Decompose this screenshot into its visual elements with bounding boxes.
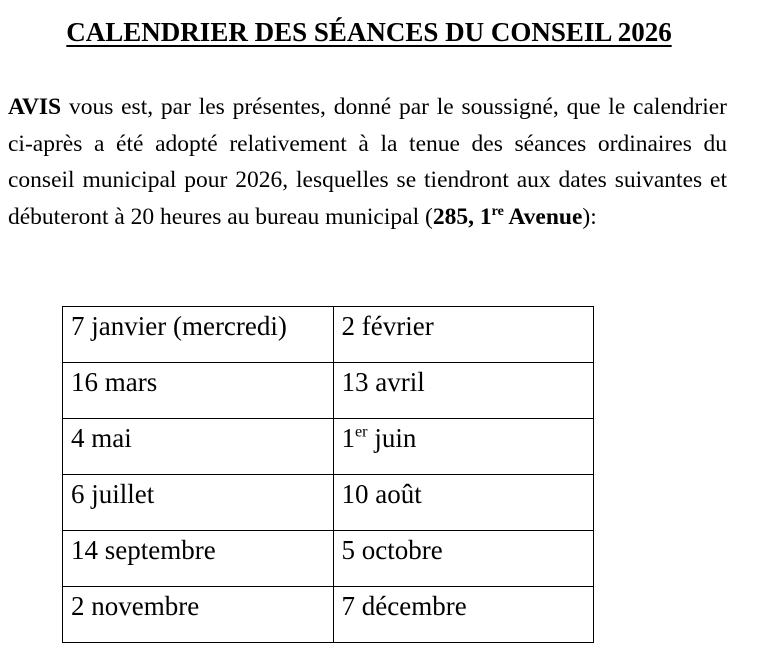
meeting-date: 6 juillet [71, 479, 155, 509]
meeting-date-cell [333, 363, 594, 419]
meeting-date-cell [333, 419, 594, 475]
meeting-date-cell [63, 307, 334, 363]
meeting-date-cell [333, 531, 594, 587]
table-row [63, 419, 594, 475]
meeting-date-cell [63, 531, 334, 587]
table-row [63, 531, 594, 587]
meeting-date: 2 novembre [71, 591, 200, 621]
meeting-date-cell [333, 587, 594, 643]
meeting-date: 7 décembre [341, 591, 467, 621]
table-row [63, 307, 594, 363]
table-row [63, 587, 594, 643]
notice-body: vous est, par les présentes, donné par le soussigné, que le calendrier ci-après a été adopté relativement à la tenue des séances ordinaires du conseil municipal pour 2026, lesquelles se tiendront aux dates suivantes et débuteront à 20 heures au bureau municipal ( [8, 94, 727, 230]
meeting-date: 2 février [341, 311, 434, 341]
meeting-date-cell [63, 587, 334, 643]
meeting-date-cell [63, 419, 334, 475]
meeting-date: 5 octobre [341, 535, 443, 565]
meeting-calendar-table [62, 306, 594, 643]
meeting-date: 10 août [341, 479, 422, 509]
page-title [0, 14, 738, 50]
meeting-date: 16 mars [71, 367, 158, 397]
notice-lead: AVIS [8, 94, 62, 120]
meeting-date-month: juin [367, 423, 417, 453]
table-row [63, 363, 594, 419]
meeting-date-day: 1 [341, 423, 355, 453]
meeting-date: 7 janvier (mercredi) [71, 311, 287, 341]
address-superscript: re [491, 202, 504, 219]
notice-paragraph [8, 89, 727, 235]
meeting-date-cell [333, 475, 594, 531]
meeting-date-cell [63, 475, 334, 531]
meeting-date-cell [63, 363, 334, 419]
meeting-date: 13 avril [341, 367, 425, 397]
address [433, 204, 583, 230]
meeting-date-cell [333, 307, 594, 363]
meeting-date: 14 septembre [71, 535, 216, 565]
page-title-text: CALENDRIER DES SÉANCES DU CONSEIL 2026 [66, 17, 672, 47]
meeting-date: 4 mai [71, 423, 132, 453]
address-number: 285, 1 [432, 203, 492, 230]
meeting-date-ordinal: er [355, 422, 368, 441]
table-row [63, 475, 594, 531]
address-street: Avenue [503, 203, 583, 230]
notice-close: ): [582, 203, 597, 230]
